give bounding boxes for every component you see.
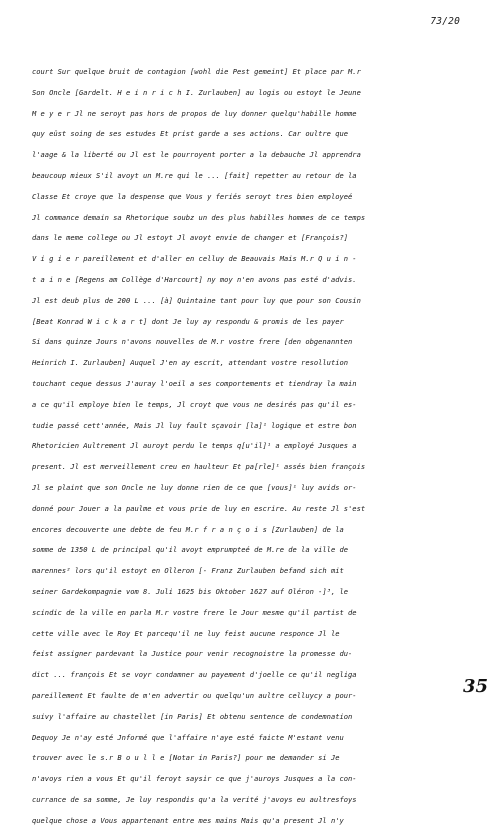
text-line: somme de 1350 L de principal qu'il avoyt emprumpteé de M.re de la ville de — [32, 545, 349, 555]
text-line: [Beat Konrad W i c k a r t] dont Je luy ay respondu & promis de les payer — [32, 316, 344, 326]
text-line: touchant ceque dessus J'auray l'oeil a ses comportements et tiendray la main — [32, 378, 357, 388]
text-line: cette ville avec le Roy Et parcequ'il ne luy feist aucune responce Jl le — [32, 628, 340, 638]
text-line: Jl commance demain sa Rhetorique soubz un des plus habilles hommes de ce temps — [32, 212, 366, 222]
text-line: beaucoup mieux S'il avoyt un M.re qui le ... [fait] repetter au retour de la — [32, 170, 357, 180]
text-line: encores decouverte une debte de feu M.r f r a n ç o i s [Zurlauben] de la — [32, 524, 344, 534]
text-line: dict ... françois Et se voyr condamner au payement d'joelle ce qu'il negliga — [32, 670, 357, 680]
text-line: Dequoy Je n'ay esté Jnformé que l'affaire n'aye esté faicte M'estant venu — [32, 732, 344, 742]
text-line: M e y e r Jl ne seroyt pas hors de propos de luy donner quelqu'habille homme — [32, 108, 357, 118]
text-line: tudie passé cett'année, Mais Jl luy fault sçavoir [la]¹ logique et estre bon — [32, 420, 357, 430]
text-line: Rhetoricien Aultrement Jl auroyt perdu le temps q[u'il]¹ a employé Jusques a — [32, 441, 357, 451]
text-line: l'aage & la liberté ou Jl est le pourroyent porter a la debauche Jl apprendra — [32, 150, 361, 160]
text-line: quy eüst soing de ses estudes Et prist garde a ses actions. Car oultre que — [32, 129, 349, 139]
text-line: n'avoys rien a vous Et qu'il feroyt saysir ce que j'auroys Jusques a la con- — [32, 774, 357, 784]
text-line: Classe Et croye que la despense que Vous y feriés seroyt tres bien employeé — [32, 191, 353, 201]
text-line: scindic de la ville en parla M.r vostre frere le Jour mesme qu'il partist de — [32, 607, 357, 617]
text-line: court Sur quelque bruit de contagion [wohl die Pest gemeint] Et place par M.r — [32, 67, 361, 76]
text-line: t a i n e [Regens am Collège d'Harcourt] ny moy n'en avons pas esté d'advis. — [32, 274, 357, 284]
text-line: pareillement Et faulte de m'en advertir ou quelqu'un aultre celluycy a pour- — [32, 690, 357, 700]
text-line: feist assigner pardevant la Justice pour venir recognoistre la promesse du- — [32, 649, 353, 659]
text-line: suivy l'affaire au chastellet [in Paris] Et obtenu sentence de condemnation — [32, 711, 353, 721]
text-line: present. Jl est merveillement creu en haulteur Et pa[rle]¹ assés bien françois — [32, 462, 366, 472]
text-line: Jl est deub plus de 200 L ... [à] Quintaine tant pour luy que pour son Cousin — [32, 295, 361, 305]
text-line: trouver avec le s.r B o u l l e [Notar in Paris?] pour me demander si Je — [32, 753, 340, 763]
text-line: a ce qu'il employe bien le temps, Jl croyt que vous ne desirés pas qu'il es- — [32, 399, 357, 409]
text-line: Jl se plaint que son Oncle ne luy donne rien de ce que [vous]¹ luy avids or- — [32, 482, 357, 492]
text-line: donné pour Jouer a la paulme et vous prie de luy en escrire. Au reste Jl s'est — [32, 503, 366, 513]
text-line: Heinrich I. Zurlauben] Auquel J'en ay escrit, attendant vostre resollution — [32, 358, 349, 368]
handwritten-folio-number: 35 — [462, 676, 488, 697]
text-line: dans le meme college ou Jl estoyt Jl avoyt envie de changer et [François?] — [32, 233, 349, 243]
text-line: V i g i e r pareillement et d'aller en celluy de Beauvais Mais M.r Q u i n - — [32, 254, 357, 264]
text-line: currance de sa somme, Je luy respondis qu'a la verité j'avoys eu aultresfoys — [32, 794, 357, 804]
page-number: 73/20 — [430, 16, 460, 27]
transcription-text — [32, 62, 477, 831]
text-line: Si dans quinze Jours n'avons nouvelles de M.r vostre frere [den obgenannten — [32, 337, 353, 347]
text-line: Son Oncle [Gardelt. H e i n r i c h I. Zurlauben] au logis ou estoyt le Jeune — [32, 87, 361, 97]
text-line: quelque chose a Vous appartenant entre mes mains Mais qu'a present Jl n'y — [32, 815, 344, 825]
text-line: marennes² lors qu'il estoyt en Olleron [- Franz Zurlauben befand sich mit — [32, 566, 344, 576]
text-line: seiner Gardekompagnie vom 8. Juli 1625 bis Oktober 1627 auf Oléron -]³, le — [32, 586, 349, 596]
